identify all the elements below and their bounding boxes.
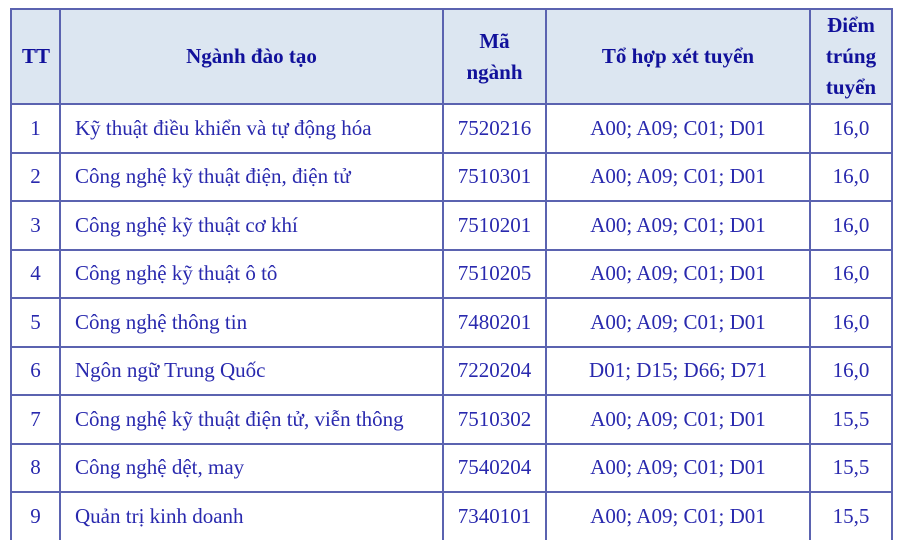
cell-major: Kỹ thuật điều khiển và tự động hóa [60,104,443,153]
cell-major: Công nghệ kỹ thuật cơ khí [60,201,443,250]
cell-major: Công nghệ kỹ thuật điện, điện tử [60,153,443,202]
cell-score: 16,0 [810,201,892,250]
cell-code: 7510201 [443,201,546,250]
cell-code: 7340101 [443,492,546,540]
cell-code: 7540204 [443,444,546,493]
header-cell-code: Mã ngành [443,9,546,104]
cell-score: 16,0 [810,250,892,299]
cell-major: Ngôn ngữ Trung Quốc [60,347,443,396]
cell-combination: A00; A09; C01; D01 [546,201,810,250]
cell-tt: 4 [11,250,60,299]
cell-tt: 3 [11,201,60,250]
header-cell-major: Ngành đào tạo [60,9,443,104]
cell-combination: A00; A09; C01; D01 [546,104,810,153]
cell-tt: 7 [11,395,60,444]
cell-tt: 5 [11,298,60,347]
table-header [11,9,892,104]
cell-major: Công nghệ dệt, may [60,444,443,493]
cell-tt: 2 [11,153,60,202]
cell-code: 7220204 [443,347,546,396]
cell-tt: 9 [11,492,60,540]
admission-scores-table [10,8,893,540]
cell-major: Công nghệ kỹ thuật điện tử, viễn thông [60,395,443,444]
cell-score: 15,5 [810,492,892,540]
cell-score: 15,5 [810,395,892,444]
table-row [11,201,892,250]
table-row [11,298,892,347]
cell-tt: 1 [11,104,60,153]
cell-code: 7510301 [443,153,546,202]
table-row [11,395,892,444]
header-cell-tt: TT [11,9,60,104]
cell-code: 7480201 [443,298,546,347]
table-row [11,444,892,493]
cell-score: 16,0 [810,347,892,396]
cell-score: 16,0 [810,104,892,153]
header-cell-score: Điểm trúng tuyển [810,9,892,104]
cell-combination: A00; A09; C01; D01 [546,153,810,202]
cell-major: Quản trị kinh doanh [60,492,443,540]
cell-code: 7510205 [443,250,546,299]
cell-score: 16,0 [810,153,892,202]
cell-score: 15,5 [810,444,892,493]
cell-tt: 8 [11,444,60,493]
cell-major: Công nghệ kỹ thuật ô tô [60,250,443,299]
cell-score: 16,0 [810,298,892,347]
table-row [11,347,892,396]
cell-combination: D01; D15; D66; D71 [546,347,810,396]
cell-combination: A00; A09; C01; D01 [546,298,810,347]
cell-combination: A00; A09; C01; D01 [546,250,810,299]
cell-major: Công nghệ thông tin [60,298,443,347]
table-row [11,104,892,153]
header-row [11,9,892,104]
table-row [11,153,892,202]
table-body [11,104,892,540]
cell-combination: A00; A09; C01; D01 [546,444,810,493]
table-row [11,492,892,540]
cell-code: 7510302 [443,395,546,444]
cell-code: 7520216 [443,104,546,153]
cell-combination: A00; A09; C01; D01 [546,492,810,540]
table-row [11,250,892,299]
cell-combination: A00; A09; C01; D01 [546,395,810,444]
cell-tt: 6 [11,347,60,396]
header-cell-combination: Tổ hợp xét tuyển [546,9,810,104]
